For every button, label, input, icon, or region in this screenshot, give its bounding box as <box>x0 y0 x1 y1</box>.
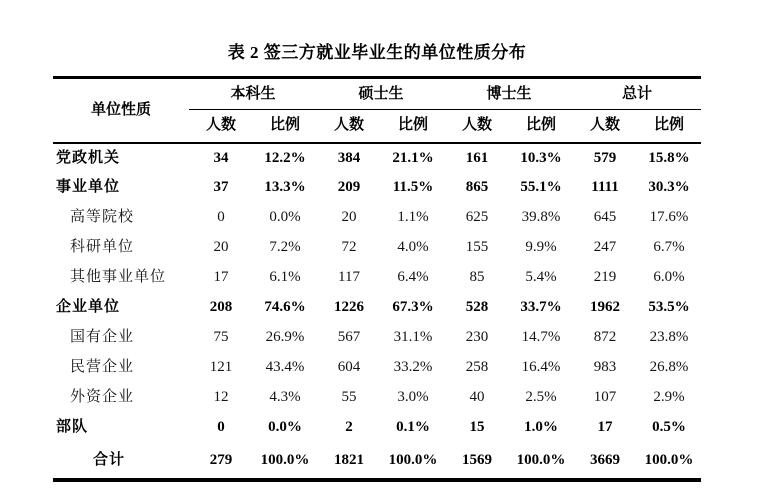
cell-value: 72 <box>341 239 357 255</box>
cell-value: 1569 <box>462 451 493 468</box>
cell-value: 10.3% <box>520 149 562 166</box>
cell-value: 100.0% <box>516 451 566 468</box>
cell-value: 1.1% <box>397 209 429 225</box>
row-label: 合计 <box>93 451 126 468</box>
table-row <box>53 413 701 443</box>
row-label: 国有企业 <box>70 329 135 345</box>
header-count: 人数 <box>317 110 381 143</box>
page-title: 表 2 签三方就业毕业生的单位性质分布 <box>227 43 527 62</box>
cell-value: 100.0% <box>644 451 694 468</box>
header-count: 人数 <box>573 110 637 143</box>
cell-value: 0 <box>217 209 225 225</box>
header-group-master: 硕士生 <box>317 78 445 110</box>
cell-value: 0.1% <box>396 419 430 435</box>
cell-value: 33.7% <box>520 299 562 315</box>
cell-value: 1226 <box>334 299 365 315</box>
cell-value: 384 <box>337 149 361 166</box>
cell-value: 1111 <box>591 179 619 195</box>
cell-value: 33.2% <box>393 359 433 375</box>
row-label: 部队 <box>56 419 89 435</box>
cell-value: 2 <box>345 419 353 435</box>
cell-value: 17.6% <box>649 209 689 225</box>
cell-value: 579 <box>593 149 617 166</box>
header-row-groups <box>53 78 701 110</box>
cell-value: 865 <box>465 179 489 195</box>
cell-value: 55.1% <box>520 179 562 195</box>
table-row <box>53 293 701 323</box>
table-row <box>53 143 701 173</box>
cell-value: 55 <box>341 389 357 405</box>
cell-value: 74.6% <box>264 299 306 315</box>
cell-value: 17 <box>597 419 613 435</box>
header-ratio: 比例 <box>637 110 701 143</box>
cell-value: 6.0% <box>653 269 685 285</box>
row-label: 其他事业单位 <box>70 269 167 285</box>
cell-value: 4.0% <box>397 239 429 255</box>
cell-value: 16.4% <box>521 359 561 375</box>
cell-value: 43.4% <box>265 359 305 375</box>
header-group-undergraduate: 本科生 <box>189 78 317 110</box>
cell-value: 155 <box>465 239 489 255</box>
cell-value: 1962 <box>590 299 621 315</box>
cell-value: 4.3% <box>269 389 301 405</box>
table-row <box>53 353 701 383</box>
row-label: 党政机关 <box>56 149 121 166</box>
cell-value: 20 <box>341 209 357 225</box>
header-count: 人数 <box>189 110 253 143</box>
cell-value: 6.4% <box>397 269 429 285</box>
header-group-total: 总计 <box>573 78 701 110</box>
cell-value: 53.5% <box>648 299 690 315</box>
cell-value: 2.5% <box>525 389 557 405</box>
cell-value: 17 <box>213 269 229 285</box>
cell-value: 40 <box>469 389 485 405</box>
cell-value: 0 <box>217 419 225 435</box>
header-ratio: 比例 <box>381 110 445 143</box>
cell-value: 12.2% <box>264 149 306 166</box>
cell-value: 209 <box>337 179 361 195</box>
table-row <box>53 173 701 203</box>
cell-value: 107 <box>593 389 617 405</box>
cell-value: 26.9% <box>265 329 305 345</box>
row-label: 高等院校 <box>70 209 135 225</box>
header-ratio: 比例 <box>509 110 573 143</box>
row-label: 外资企业 <box>70 389 135 405</box>
cell-value: 12 <box>213 389 229 405</box>
cell-value: 100.0% <box>388 451 438 468</box>
cell-value: 1821 <box>334 451 365 468</box>
row-label: 事业单位 <box>56 179 121 195</box>
cell-value: 208 <box>209 299 233 315</box>
header-unit-nature: 单位性质 <box>53 78 189 143</box>
cell-value: 0.0% <box>268 419 302 435</box>
table-row <box>53 263 701 293</box>
row-label: 科研单位 <box>70 239 135 255</box>
cell-value: 872 <box>593 329 617 345</box>
table-row <box>53 323 701 353</box>
cell-value: 0.5% <box>652 419 686 435</box>
cell-value: 75 <box>213 329 229 345</box>
data-table <box>53 76 701 482</box>
cell-value: 23.8% <box>649 329 689 345</box>
table-row <box>53 203 701 233</box>
cell-value: 15.8% <box>648 149 690 166</box>
cell-value: 7.2% <box>269 239 301 255</box>
cell-value: 645 <box>593 209 617 225</box>
cell-value: 14.7% <box>521 329 561 345</box>
header-count: 人数 <box>445 110 509 143</box>
row-label: 民营企业 <box>70 359 135 375</box>
cell-value: 15 <box>469 419 485 435</box>
cell-value: 117 <box>338 269 360 285</box>
cell-value: 26.8% <box>649 359 689 375</box>
header-group-doctor: 博士生 <box>445 78 573 110</box>
table-row <box>53 383 701 413</box>
cell-value: 9.9% <box>525 239 557 255</box>
cell-value: 161 <box>465 149 489 166</box>
cell-value: 13.3% <box>264 179 306 195</box>
cell-value: 258 <box>465 359 489 375</box>
cell-value: 85 <box>469 269 485 285</box>
cell-value: 21.1% <box>392 149 434 166</box>
cell-value: 3669 <box>590 451 621 468</box>
cell-value: 279 <box>209 451 233 468</box>
cell-value: 2.9% <box>653 389 685 405</box>
cell-value: 30.3% <box>648 179 690 195</box>
cell-value: 604 <box>337 359 361 375</box>
cell-value: 5.4% <box>525 269 557 285</box>
cell-value: 34 <box>213 149 229 166</box>
cell-value: 31.1% <box>393 329 433 345</box>
cell-value: 100.0% <box>260 451 310 468</box>
cell-value: 20 <box>213 239 229 255</box>
table-row-total <box>53 443 701 480</box>
cell-value: 230 <box>465 329 489 345</box>
cell-value: 528 <box>465 299 489 315</box>
cell-value: 0.0% <box>269 209 301 225</box>
cell-value: 37 <box>213 179 229 195</box>
cell-value: 121 <box>209 359 233 375</box>
cell-value: 6.1% <box>269 269 301 285</box>
cell-value: 6.7% <box>653 239 685 255</box>
cell-value: 11.5% <box>392 179 434 195</box>
row-label: 企业单位 <box>56 299 121 315</box>
cell-value: 3.0% <box>397 389 429 405</box>
cell-value: 39.8% <box>521 209 561 225</box>
cell-value: 247 <box>593 239 617 255</box>
header-ratio: 比例 <box>253 110 317 143</box>
table-row <box>53 233 701 263</box>
cell-value: 625 <box>465 209 489 225</box>
cell-value: 567 <box>337 329 361 345</box>
cell-value: 67.3% <box>392 299 434 315</box>
cell-value: 219 <box>593 269 617 285</box>
cell-value: 983 <box>593 359 617 375</box>
cell-value: 1.0% <box>524 419 558 435</box>
